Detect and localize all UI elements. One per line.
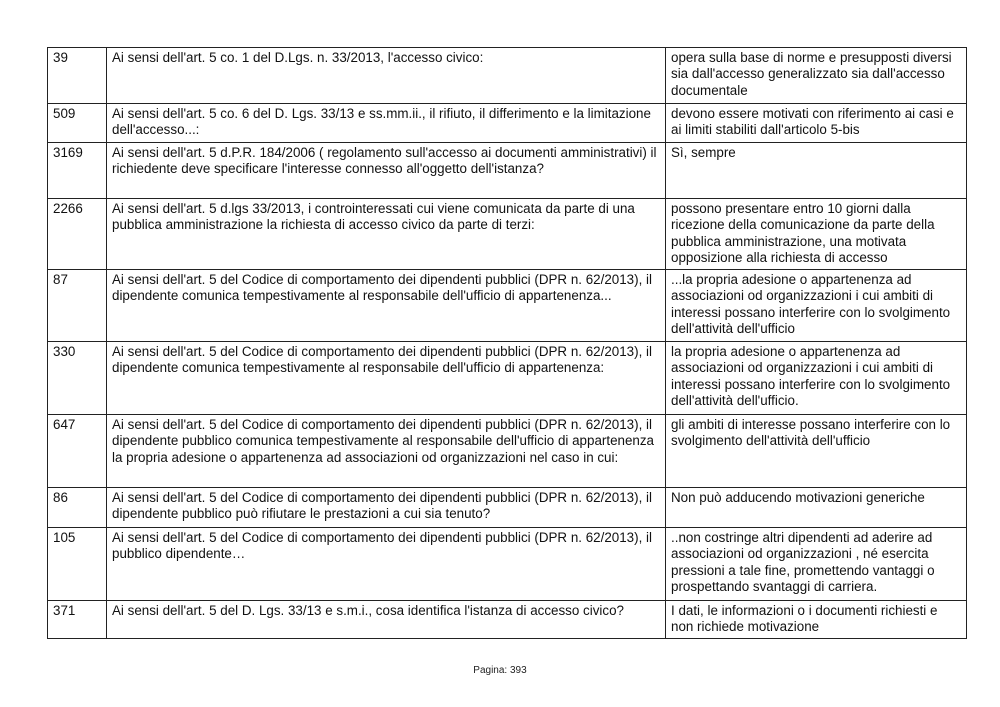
table-row xyxy=(48,143,967,199)
row-number: 509 xyxy=(48,104,107,143)
table-row xyxy=(48,104,967,143)
row-number: 39 xyxy=(48,48,107,104)
answer-cell: gli ambiti di interesse possano interferire con lo svolgimento dell'attività dell'ufficio xyxy=(666,415,967,488)
table-row xyxy=(48,270,967,342)
question-cell: Ai sensi dell'art. 5 del Codice di comportamento dei dipendenti pubblici (DPR n. 62/2013), il pubblico dipendente… xyxy=(107,528,666,601)
table-row xyxy=(48,415,967,488)
table-row xyxy=(48,528,967,601)
row-number: 330 xyxy=(48,342,107,415)
row-number: 371 xyxy=(48,601,107,639)
answer-cell: I dati, le informazioni o i documenti richiesti e non richiede motivazione xyxy=(666,601,967,639)
row-number: 105 xyxy=(48,528,107,601)
table-row xyxy=(48,601,967,639)
question-cell: Ai sensi dell'art. 5 del Codice di comportamento dei dipendenti pubblici (DPR n. 62/2013), il dipendente comunica tempestivamente al responsabile dell'ufficio di appartenenza... xyxy=(107,270,666,342)
answer-cell: devono essere motivati con riferimento ai casi e ai limiti stabiliti dall'articolo 5-bis xyxy=(666,104,967,143)
question-cell: Ai sensi dell'art. 5 d.P.R. 184/2006 ( regolamento sull'accesso ai documenti amministrativi) il richiedente deve specificare l'interesse connesso all'oggetto dell'istanza? xyxy=(107,143,666,199)
row-number: 87 xyxy=(48,270,107,342)
question-cell: Ai sensi dell'art. 5 del Codice di comportamento dei dipendenti pubblici (DPR n. 62/2013), il dipendente pubblico può rifiutare le prestazioni a cui sia tenuto? xyxy=(107,488,666,528)
question-cell: Ai sensi dell'art. 5 co. 6 del D. Lgs. 33/13 e ss.mm.ii., il rifiuto, il differimento e la limitazione dell'accesso...: xyxy=(107,104,666,143)
question-cell: Ai sensi dell'art. 5 del Codice di comportamento dei dipendenti pubblici (DPR n. 62/2013), il dipendente pubblico comunica tempestivamente al responsabile dell'ufficio di appartenenza la propria adesione o appartenenza ad associazioni od organizzazioni nel caso in cui: xyxy=(107,415,666,488)
answer-cell: possono presentare entro 10 giorni dalla ricezione della comunicazione da parte della pubblica amministrazione, una motivata opposizione alla richiesta di accesso xyxy=(666,199,967,270)
answer-cell: ..non costringe altri dipendenti ad aderire ad associazioni od organizzazioni , né esercita pressioni a tale fine, promettendo vantaggi o prospettando svantaggi di carriera. xyxy=(666,528,967,601)
answer-cell: opera sulla base di norme e presupposti diversi sia dall'accesso generalizzato sia dall'accesso documentale xyxy=(666,48,967,104)
table-row xyxy=(48,199,967,270)
row-number: 647 xyxy=(48,415,107,488)
question-cell: Ai sensi dell'art. 5 del D. Lgs. 33/13 e s.m.i., cosa identifica l'istanza di accesso civico? xyxy=(107,601,666,639)
qa-table xyxy=(47,47,967,639)
answer-cell: Sì, sempre xyxy=(666,143,967,199)
table-row xyxy=(48,48,967,104)
table-row xyxy=(48,488,967,528)
answer-cell: la propria adesione o appartenenza ad associazioni od organizzazioni i cui ambiti di interessi possano interferire con lo svolgimento dell'attività dell'ufficio. xyxy=(666,342,967,415)
answer-cell: ...la propria adesione o appartenenza ad associazioni od organizzazioni i cui ambiti di interessi possano interferire con lo svolgimento dell'attività dell'ufficio xyxy=(666,270,967,342)
question-cell: Ai sensi dell'art. 5 d.lgs 33/2013, i controinteressati cui viene comunicata da parte di una pubblica amministrazione la richiesta di accesso civico da parte di terzi: xyxy=(107,199,666,270)
row-number: 3169 xyxy=(48,143,107,199)
table-row xyxy=(48,342,967,415)
answer-cell: Non può adducendo motivazioni generiche xyxy=(666,488,967,528)
qa-table-body xyxy=(48,48,967,639)
question-cell: Ai sensi dell'art. 5 del Codice di comportamento dei dipendenti pubblici (DPR n. 62/2013), il dipendente comunica tempestivamente al responsabile dell'ufficio di appartenenza: xyxy=(107,342,666,415)
row-number: 2266 xyxy=(48,199,107,270)
page-number: Pagina: 393 xyxy=(473,665,527,676)
row-number: 86 xyxy=(48,488,107,528)
question-cell: Ai sensi dell'art. 5 co. 1 del D.Lgs. n. 33/2013, l'accesso civico: xyxy=(107,48,666,104)
